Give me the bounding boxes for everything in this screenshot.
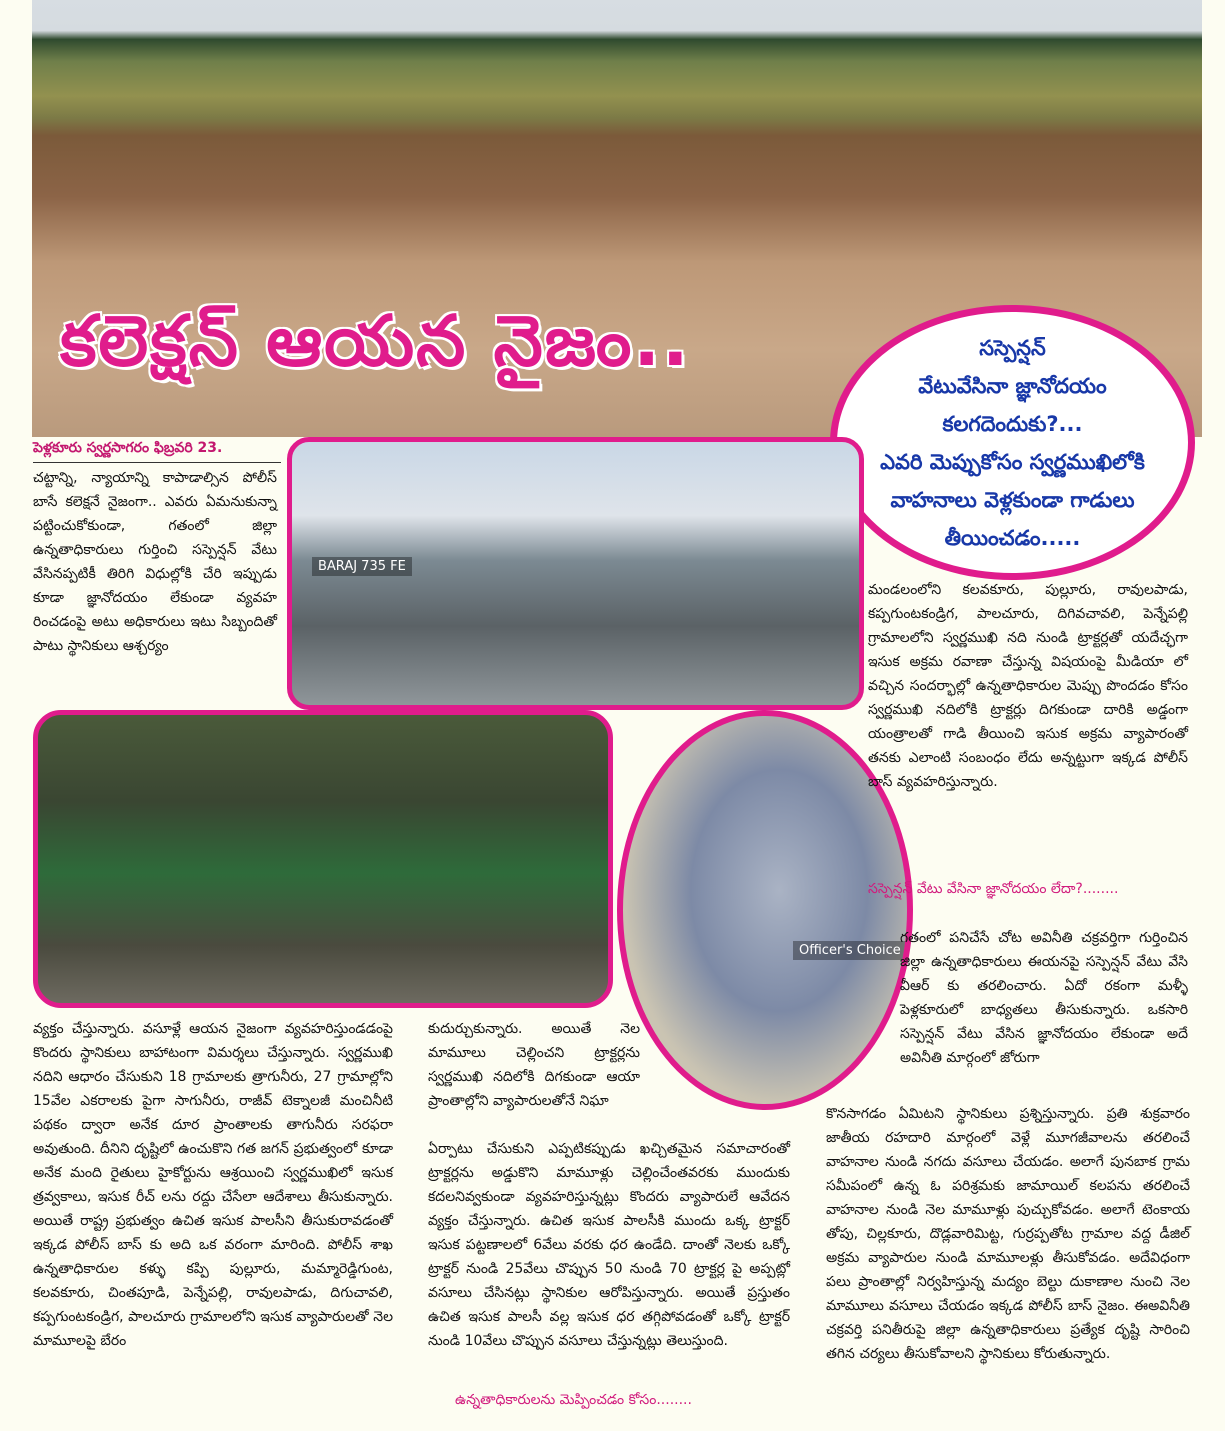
callout-line: సస్పెన్షన్ (979, 335, 1046, 360)
subheading: ఉన్నతాధికారులను మెప్పించడం కోసం........ (455, 1392, 692, 1408)
callout-line: కలగదెందుకు?... (942, 411, 1083, 436)
article-paragraph: ఏర్పాటు చేసుకుని ఎప్పటికప్పుడు ఖచ్చితమైన సమాచారంతో ట్రాక్టర్లను అడ్డుకొని మామూళ్లు చెల్లించేంతవరకు ముందుకు కదలనివ్వకుండా వ్యవహరిస్తున్నట్లు కొందరు వ్యాపారులే ఆవేదన వ్యక్తం చేస్తున్నారు. ఉచిత ఇసుక పాలసీకి ముందు ఒక్క ట్రాక్టర్ ఇసుక పట్టణాలలో 6వేలు వరకు ధర ఉండేది. దాంతో నెలకు ఒక్కో ట్రాక్టర్ నుండి 25వేలు చొప్పున 50 నుండి 70 ట్రాక్టర్ల పై అప్పట్లో వసూలు చేసినట్లు స్థానికుల ఆరోపిస్తున్నారు. అయితే ప్రస్తుతం ఉచిత ఇసుక పాలసీ వల్ల ఇసుక ధర తగ్గిపోవడంతో ఒక్కో ట్రాక్టర్ నుండి 10వేలు చొప్పున వసూలు చేస్తున్నట్లు తెలుస్తుంది. (428, 1141, 790, 1349)
article-paragraph: కుదుర్చుకున్నారు. అయితే నెల మామూలు చెల్లించని ట్రాక్టర్లను స్వర్ణముఖి నదిలోకి దిగకుండా ఆయా ప్రాంతాల్లోని వ్యాపారులతోనే నిఘా (428, 1021, 640, 1109)
dateline: పెళ్లకూరు స్వర్ణసాగరం ఫిబ్రవరి 23. (33, 440, 223, 456)
article-paragraph: చట్టాన్ని, న్యాయాన్ని కాపాడాల్సిన పోలీస్ బాసే కలెక్షనే నైజంగా.. ఎవరు ఏమనుకున్నా పట్టించుకోకుండా, గతంలో జిల్లా ఉన్నతాధికారులు గుర్తించి సస్పెన్షన్ వేటు వేసినప్పటికీ తిరిగి విధుల్లోకి చేరి ఇప్పుడు కూడా జ్ఞానోదయం లేకుండా వ్యవహ రించడంపై అటు అధికారులు ఇటు సిబ్బందితో పాటు స్థానికులు ఆశ్చర్యం (33, 470, 277, 654)
headline: కలెక్షన్ ఆయన నైజం.. (60, 300, 691, 382)
article-paragraph: గతంలో పనిచేసే చోట అవినీతి చక్రవర్తిగా గుర్తించిన జిల్లా ఉన్నతాధికారులు ఈయనపై సస్పెన్షన్ వేటు వేసి వీఆర్ కు తరలించారు. ఏదో రకంగా మళ్ళీ పెళ్లకూరులో బాధ్యతలు తీసుకున్నారు. ఒకసారి సస్పెన్షన్ వేటు వేసిన జ్ఞానోదయం లేకుండా అదే అవినీతి మార్గంలో జోరుగా (900, 930, 1188, 1066)
callout-line: వేటువేసినా జ్ఞానోదయం (918, 373, 1107, 398)
article-paragraph: వ్యక్తం చేస్తున్నారు. వసూళ్లే ఆయన నైజంగా వ్యవహరిస్తుండడంపై కొందరు స్థానికులు బాహాటంగా విమర్శలు చేస్తున్నారు. స్వర్ణముఖి నదిని ఆధారం చేసుకుని 18 గ్రామాలకు త్రాగునీరు, 27 గ్రామాల్లోని 15వేల ఎకరాలకు పైగా సాగునీరు, రాజీవ్ టెక్నాలజీ మంచినీటి పథకం ద్వారా అనేక దూర ప్రాంతాలకు తాగునీరు సరఫరా అవుతుంది. దీనిని దృష్టిలో ఉంచుకొని గత జగన్ ప్రభుత్వంలో కూడా అనేక మంది రైతులు హైకోర్టును ఆశ్రయించి స్వర్ణముఖిలో ఇసుక త్రవ్వకాలు, ఇసుక రీచ్ లను రద్దు చేసేలా ఆదేశాలు తీసుకున్నారు. అయితే రాష్ట్ర ప్రభుత్వం ఉచిత ఇసుక పాలసీని తీసుకురావడంతో ఇక్కడ పోలీస్ బాస్ కు అది ఒక వరంగా మారింది. పోలీస్ శాఖ ఉన్నతాధికారుల కళ్ళు కప్పి పుల్లూరు, మమ్మారెడ్డిగుంట, కలవకూరు, చింతపూడి, పెన్నేపల్లి, రావులపాడు, దిగుచావలి, కప్పగుంటకండ్రిగ, పాలచూరు గ్రామాలలోని ఇసుక వ్యాపారులతో నెల మామూలపై బేరం (33, 1021, 393, 1349)
tractor-brand-text: BARAJ 735 FE (312, 557, 412, 576)
callout-line: తీయించడం..... (944, 525, 1081, 550)
article-paragraph: కొనసాగడం ఏమిటని స్థానికులు ప్రశ్నిస్తున్నారు. ప్రతి శుక్రవారం జాతీయ రహదారి మార్గంలో వెళ్లే మూగజీవాలను తరలించే వాహనాల నుండి నగదు వసూలు చేయడం. అలాగే పునబాక గ్రామ సమీపంలో ఉన్న ఓ పరిశ్రమకు జామాయిల్ కలపను తరలించే వాహనాల నుండి నెల మామూళ్లు పుచ్చుకోవడం. అలాగే టెంకాయ తోపు, చిల్లకూరు, దొడ్లవారిమిట్ట, గుర్రప్పతోట గ్రామాల వద్ద డీజిల్ అక్రమ వ్యాపారుల నుండి మామూలళ్లు తీసుకోవడం. అదేవిధంగా పలు ప్రాంతాల్లో నిర్వహిస్తున్న మద్యం బెల్టు దుకాణాల నుంచి నెల మామూలు వసూలు చేయడం ఇక్కడ పోలీస్ బాస్ నైజం. ఈఅవినీతి చక్రవర్తి పనితీరుపై జిల్లా ఉన్నతాధికారులు ప్రత్యేక దృష్టి సారించి తగిన చర్యలు తీసుకోవాలని స్థానికులు కోరుతున్నారు. (826, 1106, 1190, 1362)
callout-line: ఎవరి మెప్పుకోసం స్వర్ణముఖిలోకి (880, 449, 1145, 474)
bottle-label-text: Officer's Choice (793, 941, 907, 960)
photo-tractors-crowd (33, 710, 613, 1008)
divider (33, 462, 281, 463)
article-paragraph: మండలంలోని కలవకూరు, పుల్లూరు, రావులపాడు, కప్పగుంటకండ్రిగ, పాలచూరు, దిగివచావలి, పెన్నేపల్లి గ్రామాలలోని స్వర్ణముఖి నది నుండి ట్రాక్టర్లతో యదేచ్ఛగా ఇసుక అక్రమ రవాణా చేస్తున్న విషయంపై మీడియా లో వచ్చిన సందర్భాల్లో ఉన్నతాధికారుల మెప్పు పొందడం కోసం స్వర్ణముఖి నదిలోకి ట్రాక్టర్లు దిగకుండా దారికి అడ్డంగా యంత్రాలతో గాడి తీయించి ఇసుక అక్రమ వ్యాపారంతో తనకు ఎలాంటి సంబంధం లేదు అన్నట్టుగా ఇక్కడ పోలీస్ బాస్ వ్యవహరిస్తున్నారు. (868, 582, 1188, 790)
callout-line: వాహనాలు వెళ్లకుండా గాడులు (890, 487, 1135, 512)
photo-tractors-road (287, 437, 864, 710)
callout-bubble (830, 305, 1195, 580)
subheading: సస్పెన్షన్ వేటు వేసినా జ్ఞానోదయం లేదా?........ (868, 881, 1119, 897)
